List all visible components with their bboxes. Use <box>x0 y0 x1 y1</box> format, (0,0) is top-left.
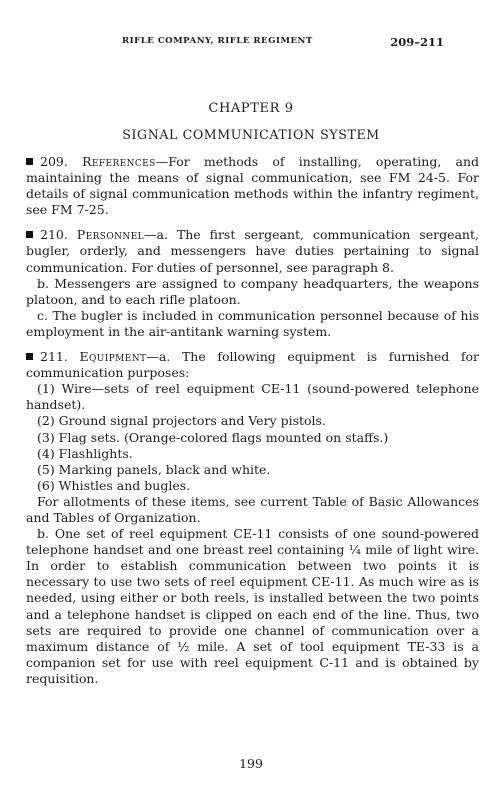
paragraph-211b: b. One set of reel equipment CE-11 consists of one sound-powered telephone handset and one breast reel containing ¼ mile of light wire. In order to establish communication between two points it is necessary to use two sets of reel equipment CE-11. As much wire as is needed, using either or both reels, is installed between the two points and a telephone handset is clipped on each end of the line. Thus, two sets are required to provide one channel of communication over a maximum distance of ½ mile. A set of tool equipment TE-33 is a companion set for use with reel equipment C-11 and is obtained by requisition. <box>26 526 479 686</box>
list-item: (4) Flashlights. <box>37 445 133 461</box>
section-heading: Personnel <box>76 227 144 243</box>
section-heading: References <box>82 154 156 169</box>
section-number: 209. <box>40 154 68 169</box>
section-marker-icon <box>26 158 33 165</box>
section-marker-icon <box>26 231 33 238</box>
paragraph-210b: b. Messengers are assigned to company headquarters, the weapons platoon, and to each rifle platoon. <box>26 275 479 307</box>
list-item: (2) Ground signal projectors and Very pistols. <box>37 413 326 429</box>
chapter-title: SIGNAL COMMUNICATION SYSTEM <box>122 127 380 142</box>
section-text: —For methods of installing, operating, and maintaining the means of signal communication, see FM 24-5. For details of signal communication methods within the infantry regiment, see FM 7-25. <box>26 154 479 218</box>
page-range: 209–211 <box>390 35 444 49</box>
running-title: RIFLE COMPANY, RIFLE REGIMENT <box>122 36 313 46</box>
section-number: 210. <box>40 227 68 243</box>
paragraph-210a <box>26 227 479 275</box>
running-head <box>122 35 444 49</box>
body-text <box>26 154 479 687</box>
section-text: —a. The following equipment is furnished for communication purposes: <box>26 349 479 381</box>
section-marker-icon <box>26 353 33 360</box>
page-number: 199 <box>239 756 263 771</box>
paragraph-210c: c. The bugler is included in communication personnel because of his employment in the air-antitank warning system. <box>26 307 479 339</box>
section-heading: Equipment <box>79 349 147 365</box>
list-item: (1) Wire—sets of reel equipment CE-11 (sound-powered telephone handset). <box>26 381 479 413</box>
section-number: 211. <box>40 349 68 365</box>
paragraph-allotments: For allotments of these items, see current Table of Basic Allowances and Tables of Organization. <box>26 493 479 525</box>
chapter-number: CHAPTER 9 <box>208 101 294 116</box>
list-item: (6) Whistles and bugles. <box>37 477 191 493</box>
list-item: (3) Flag sets. (Orange-colored flags mounted on staffs.) <box>37 429 389 445</box>
list-item: (5) Marking panels, black and white. <box>37 461 271 477</box>
section-text: —a. The first sergeant, communication sergeant, bugler, orderly, and messengers have duties pertaining to signal communication. For duties of personnel, see paragraph 8. <box>26 227 479 275</box>
paragraph-211a <box>26 349 479 381</box>
paragraph-209 <box>26 154 479 218</box>
